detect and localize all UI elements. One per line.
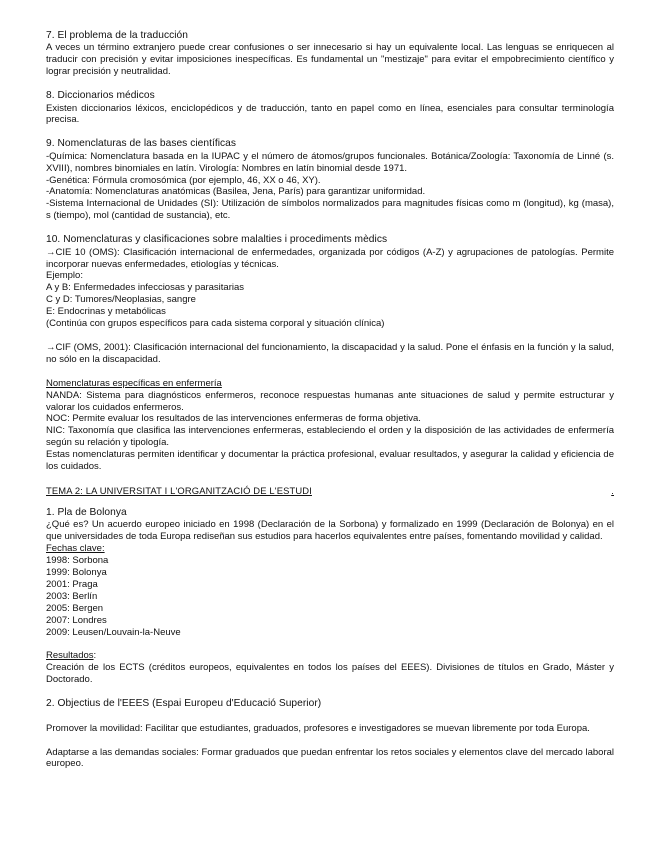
key-date: 2007: Londres bbox=[46, 614, 107, 626]
section-9-line: -Química: Nomenclatura basada en la IUPAC y el número de átomos/grupos funcionales. Botánica/Zoología: Taxonomía de Linné (s. XVIII), nombres binomiales en latín. Virología: Nombres en latín binomial desde 1971. bbox=[46, 150, 614, 174]
section-9-title: 9. Nomenclaturas de las bases científicas bbox=[46, 138, 237, 150]
tema-2-heading bbox=[46, 485, 614, 497]
section-10 bbox=[46, 234, 614, 473]
results-body: Creación de los ECTS (créditos europeos, equivalentes en todos los países del EEES). Divisiones de títulos en Grado, Máster y Doctorado. bbox=[46, 662, 614, 686]
results-label: Resultados bbox=[46, 650, 94, 662]
example-label: Ejemplo: bbox=[46, 270, 83, 282]
section-7-title: 7. El problema de la traducción bbox=[46, 30, 188, 41]
key-date: 1998: Sorbona bbox=[46, 555, 109, 567]
eees-paragraph-1: Promover la movilidad: Facilitar que estudiantes, graduados, profesores e investigadores se muevan libremente por toda Europa. bbox=[46, 722, 590, 734]
section-9-line: -Sistema Internacional de Unidades (SI): Utilización de símbolos normalizados para magnitudes físicas como m (longitud), kg (masa), s (tiempo), mol (cantidad de sustancia), etc. bbox=[46, 198, 614, 222]
bolonya-section bbox=[46, 507, 614, 686]
section-10-title: 10. Nomenclaturas y clasificaciones sobre malalties i procediments mèdics bbox=[46, 234, 388, 246]
cie-description: →CIE 10 (OMS): Clasificación internacional de enfermedades, organizada por códigos (A-Z) y agrupaciones de patologías. Permite incorporar nuevas enfermedades, etiologías y técnicas. bbox=[46, 246, 614, 270]
key-dates-label: Fechas clave: bbox=[46, 543, 105, 555]
nursing-item: NOC: Permite evaluar los resultados de las intervenciones enfermeras de forma objetiva. bbox=[46, 413, 421, 425]
eees-paragraph-2: Adaptarse a las demandas sociales: Formar graduados que puedan enfrentar los retos sociales y elementos clave del mercado laboral europeo. bbox=[46, 746, 614, 770]
example-item: (Continúa con grupos específicos para cada sistema corporal y situación clínica) bbox=[46, 318, 385, 330]
eees-title: 2. Objectius de l'EEES (Espai Europeu d'Educació Superior) bbox=[46, 698, 322, 710]
tema-2-trail: . bbox=[611, 485, 614, 496]
eees-section bbox=[46, 698, 614, 770]
section-7 bbox=[46, 30, 614, 78]
section-8 bbox=[46, 90, 614, 126]
section-9 bbox=[46, 138, 614, 222]
nursing-item: NANDA: Sistema para diagnósticos enfermeros, reconoce respuestas humanas ante situaciones de salud y permite estructurar y valorar los cuidados enfermeros. bbox=[46, 389, 614, 413]
nursing-item: NIC: Taxonomía que clasifica las intervenciones enfermeras, estableciendo el orden y la disposición de las actividades de enfermería según su relación y tipología. bbox=[46, 425, 614, 449]
key-date: 2009: Leusen/Louvain-la-Neuve bbox=[46, 626, 181, 638]
key-date: 1999: Bolonya bbox=[46, 567, 107, 579]
key-date: 2005: Bergen bbox=[46, 602, 104, 614]
key-date: 2003: Berlín bbox=[46, 590, 98, 602]
document-page bbox=[46, 30, 614, 770]
key-date: 2001: Praga bbox=[46, 578, 98, 590]
cif-description: →CIF (OMS, 2001): Clasificación internacional del funcionamiento, la discapacidad y la salud. Pone el énfasis en la función y la salud, no sólo en la discapacidad. bbox=[46, 341, 614, 365]
example-item: E: Endocrinas y metabólicas bbox=[46, 306, 166, 318]
section-7-body: A veces un término extranjero puede crear confusiones o ser innecesario si hay un equivalente local. Las lenguas se enriquecen al traducir con precisión y evitar imposiciones inespecíficas. Es fundamental un "mestizaje" para evitar el empobrecimiento científico y lograr precisión y neutralidad. bbox=[46, 42, 614, 78]
section-9-line: -Genética: Fórmula cromosómica (por ejemplo, 46, XX o 46, XY). bbox=[46, 174, 321, 186]
results-colon: : bbox=[93, 650, 97, 662]
tema-2-title: TEMA 2: LA UNIVERSITAT I L'ORGANITZACIÓ DE L'ESTUDI bbox=[46, 485, 312, 496]
results-heading bbox=[46, 650, 614, 662]
example-item: C y D: Tumores/Neoplasias, sangre bbox=[46, 294, 196, 306]
example-item: A y B: Enfermedades infecciosas y parasitarias bbox=[46, 282, 245, 294]
bolonya-title: 1. Pla de Bolonya bbox=[46, 507, 127, 518]
section-9-line: -Anatomía: Nomenclaturas anatómicas (Basilea, Jena, París) para garantizar uniformidad. bbox=[46, 186, 426, 198]
section-8-title: 8. Diccionarios médicos bbox=[46, 90, 155, 102]
section-8-body: Existen diccionarios léxicos, enciclopédicos y de traducción, tanto en papel como en línea, esenciales para consultar terminología precisa. bbox=[46, 102, 614, 126]
nursing-heading: Nomenclaturas específicas en enfermería bbox=[46, 377, 222, 389]
bolonya-intro: ¿Qué es? Un acuerdo europeo iniciado en 1998 (Declaración de la Sorbona) y formalizado en 1999 (Declaración de Bolonya) en el que universidades de toda Europa rediseñan sus estudios para hacerlos equivalentes entre países, fomentando movilidad y calidad. bbox=[46, 519, 614, 543]
nursing-item: Estas nomenclaturas permiten identificar y documentar la práctica profesional, evaluar resultados, y asegurar la calidad y eficiencia de los cuidados. bbox=[46, 449, 614, 473]
